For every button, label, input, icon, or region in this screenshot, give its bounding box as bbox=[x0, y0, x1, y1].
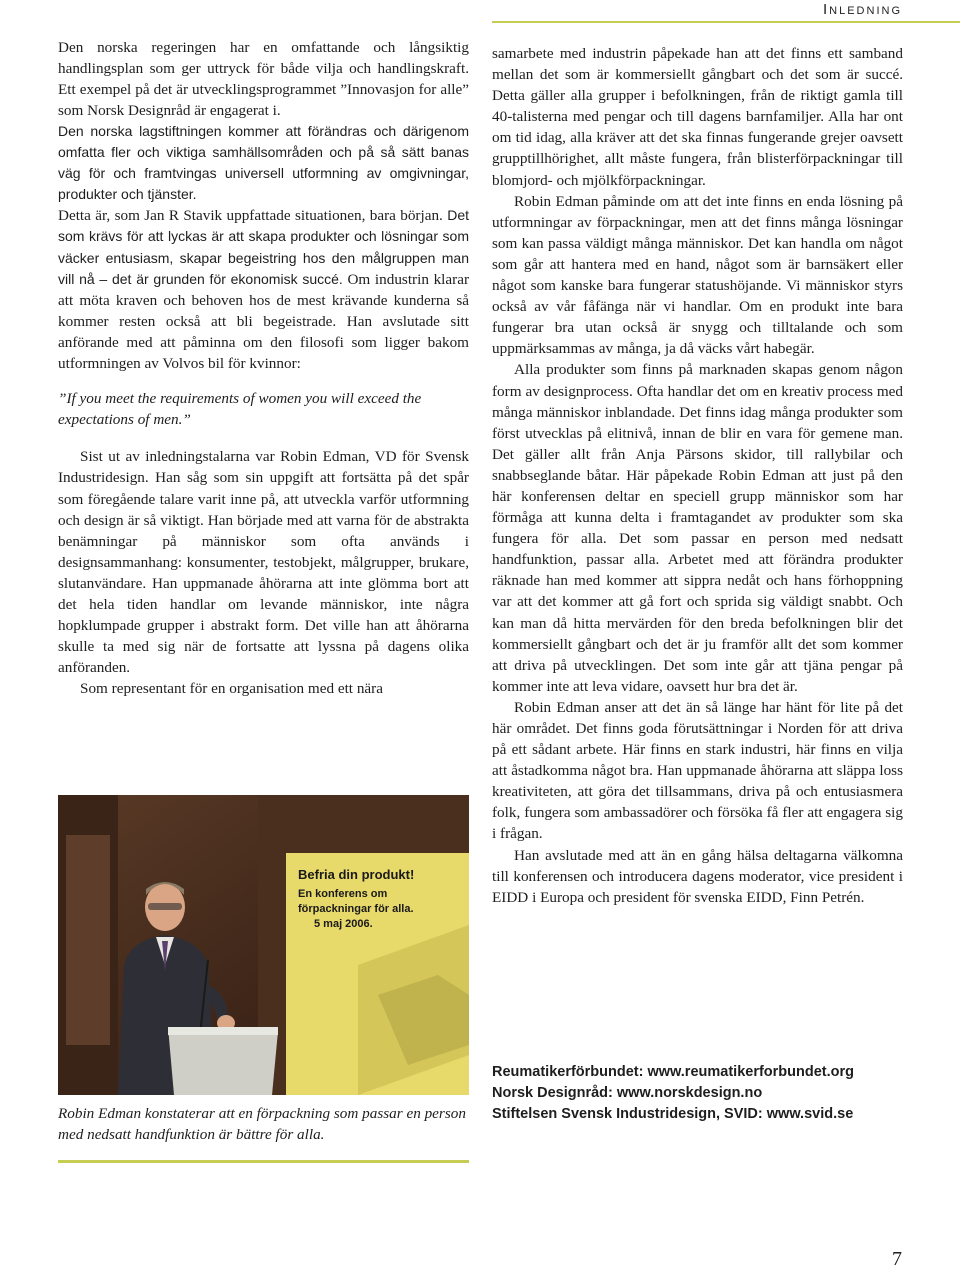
link-line: Reumatikerförbundet: www.reumatikerforbundet.org bbox=[492, 1064, 854, 1080]
banner-line: 5 maj 2006. bbox=[314, 918, 373, 930]
link-line: Stiftelsen Svensk Industridesign, SVID: www.svid.se bbox=[492, 1106, 854, 1122]
caption-rule bbox=[58, 1160, 469, 1163]
text-span: Det som krävs för att lyckas är att skapa produkter och lösningar som väcker entusiasm, skapar begeistring hos den målgruppen man vill nå – det är grunden för ekonomisk succé. bbox=[58, 207, 469, 287]
section-title: Inledning bbox=[822, 1, 902, 18]
text-span: Om industrin klarar att möta kraven och behoven hos de mest krävande kunderna så kommer resten också att bli begeistrade. Han avslutade sitt anförande med att påminna om den filosofi som ligger bakom utformningen av Volvos bil för kvinnor: bbox=[58, 270, 470, 373]
banner-title: Befria din produkt! bbox=[298, 867, 415, 882]
paragraph: Som representant för en organisation med ett nära bbox=[80, 680, 383, 698]
conference-photo bbox=[58, 795, 469, 1095]
reference-links bbox=[492, 1062, 932, 1125]
paragraph: Robin Edman anser att det än så länge har hänt för lite på det här området. Det finns goda förutsättningar i Norden för att driva på ett sådant arbete. Här finns en stark industri, här finns en vilja att åstadkomma något bra. Han uppmanade åhörarna att släppa loss kreativiteten, att göra det tillsammans, driva på och entusiasmera folk, fungera som ambassadörer och försöka få fler att engagera sig i frågan. bbox=[492, 698, 903, 843]
page-number: 7 bbox=[892, 1248, 902, 1270]
paragraph: Sist ut av inledningstalarna var Robin Edman, VD för Svensk Industridesign. Han såg som sin uppgift att fortsätta på det spår som föregående talare varit inne på, att utveckla varför utformning och design är så viktigt. Han började med att varna för de abstrakta benämningar på människor som ofta används i designsammanhang: konsumenter, testobjekt, målgrupper, brukare, slutanvändare. Han uppmanade åhörarna att inte glömma bort att det hela tiden handlar om levande människor, inte några hopklumpade grupper i abstrakt form. Det ville han att åhörarna skulle ta med sig när de fortsatte att lyssna på dagens olika anföranden. bbox=[58, 448, 469, 677]
link-line: Norsk Designråd: www.norskdesign.no bbox=[492, 1085, 763, 1101]
paragraph: samarbete med industrin påpekade han att det finns ett samband mellan det som är kommersiellt gångbart och det som är succé. Detta gäller alla grupper i befolkningen, från de riktigt gamla till 40-talisterna med pengar och till dagens barnfamiljer. Alla har ont om tid idag, alla kräver att det ska finnas fungerande grejer oavsett grupptillhörighet, allt måste fungera, från blisterförpackningar till blomjord- och mjölkförpackningar. bbox=[492, 45, 903, 189]
paragraph: Robin Edman påminde om att det inte finns en enda lösning på utformningar av förpackningar, men att det finns många lösningar som kan passa väldigt många människor. Det kan handla om något som går att hantera med en hand, något som är barnsäkert eller något som kanske bara fungerar statushöjande. Vi människor styrs också av vår fåfänga när vi handlar. Om en produkt inte bara fungerar bra utan också är snygg och tilltalande och som uppmärksammas av många, ja då väcks vårt habegär. bbox=[492, 192, 903, 358]
paragraph: Han avslutade med att än en gång hälsa deltagarna välkomna till konferensen och introducera dagens moderator, vice president i EIDD i Europa och president för svenska EIDD, Finn Petrén. bbox=[492, 846, 903, 906]
paragraph: Den norska lagstiftningen kommer att förändras och därigenom omfatta fler och viktiga samhällsområden och på så sätt banas väg för och framtvingas universell utformning av omgivningar, produkter och tjänster. bbox=[58, 123, 469, 203]
paragraph: Den norska regeringen har en omfattande och långsiktig handlingsplan som ger uttryck för både vilja och handlingskraft. Ett exempel på det är utvecklingsprogrammet ”Innovasjon for alle” som Norsk Designråd är engagerat i. bbox=[58, 39, 469, 120]
text-span: Detta är, som Jan R Stavik uppfattade situationen, bara början. bbox=[58, 207, 443, 225]
paragraph bbox=[58, 205, 469, 374]
paragraph: Alla produkter som finns på marknaden skapas genom någon form av designprocess. Ofta handlar det om en kreativ process med många människor inblandade. Det finns idag många produkter som först utvecklas på elitnivå, innan de blir en vara för gemene man. Det gäller allt från Anja Pärsons skidor, till rallybilar och snabbseglande båtar. Här påpekade Robin Edman att just på den här konferensen deltar en speciell grupp människor som har förmåga att kunna delta i framtagandet av produkter som ska fungera för alla. Det som passar en person med nedsatt handfunktion, passar alla. Arbetet med att förändra produkter räknade han med kommer att sippra nedåt och hans förhoppning var att det kommer att gå fort och sprida sig väldigt snabbt. Och kan man då hitta mervärden för den breda befolkningen blir det kommersiellt gångbart och det är ju framför allt det som kommer att driva på utvecklingen. Det som inte går att tjäna pengar på kommer inte att leva vidare, oavsett hur bra det är. bbox=[492, 361, 903, 695]
speaker-illustration bbox=[58, 795, 469, 1095]
left-column bbox=[58, 37, 469, 699]
right-column bbox=[492, 43, 903, 908]
banner-line: En konferens om bbox=[298, 888, 388, 900]
banner-line: förpackningar för alla. bbox=[298, 903, 414, 915]
pull-quote: ”If you meet the requirements of women you will exceed the expectations of men.” bbox=[58, 390, 422, 429]
photo-caption: Robin Edman konstaterar att en förpackning som passar en person med nedsatt handfunktion är bättre för alla. bbox=[58, 1105, 466, 1143]
